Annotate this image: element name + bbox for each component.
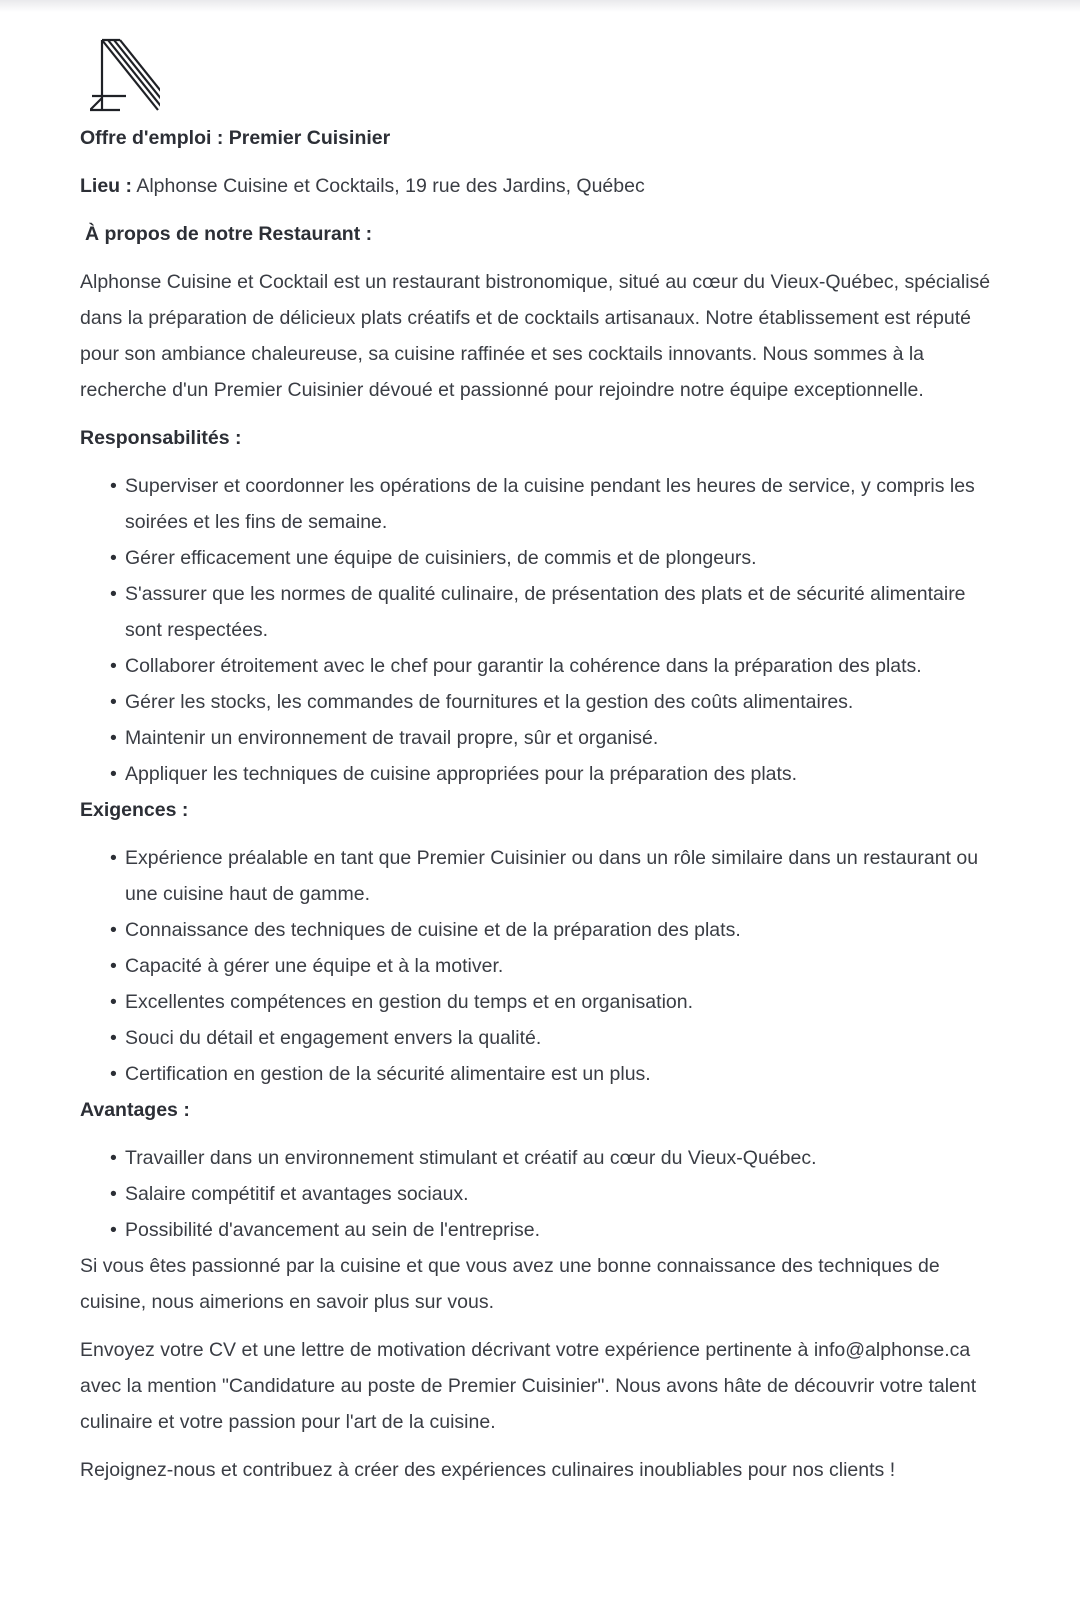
- location-value: Alphonse Cuisine et Cocktails, 19 rue des Jardins, Québec: [132, 175, 645, 197]
- list-item: • Maintenir un environnement de travail propre, sûr et organisé.: [80, 720, 1005, 756]
- job-title: Offre d'emploi : Premier Cuisinier: [80, 127, 391, 149]
- list-item: • Capacité à gérer une équipe et à la motiver.: [80, 948, 1005, 984]
- responsibilities-heading: Responsabilités :: [80, 427, 242, 449]
- list-item: • Connaissance des techniques de cuisine et de la préparation des plats.: [80, 912, 1005, 948]
- about-heading: À propos de notre Restaurant :: [85, 223, 373, 245]
- about-paragraph: Alphonse Cuisine et Cocktail est un restaurant bistronomique, situé au cœur du Vieux-Québec, spécialisé dans la préparation de délicieux plats créatifs et de cocktails artisanaux. Notre établissement est réputé pour son ambiance chaleureuse, sa cuisine raffinée et ses cocktails innovants. Nous sommes à la recherche d'un Premier Cuisinier dévoué et passionné pour rejoindre notre équipe exceptionnelle.: [80, 271, 991, 401]
- list-item: • Certification en gestion de la sécurité alimentaire est un plus.: [80, 1056, 1005, 1092]
- list-item: • Appliquer les techniques de cuisine appropriées pour la préparation des plats.: [80, 756, 1005, 792]
- benefits-heading: Avantages :: [80, 1099, 190, 1121]
- list-item: • Gérer les stocks, les commandes de fournitures et la gestion des coûts alimentaires.: [80, 684, 1005, 720]
- location-label: Lieu :: [80, 175, 132, 197]
- posting-content: [80, 120, 1005, 1488]
- closing-paragraph-3: Rejoignez-nous et contribuez à créer des expériences culinaires inoubliables pour nos clients !: [80, 1459, 896, 1481]
- list-item: • Gérer efficacement une équipe de cuisiniers, de commis et de plongeurs.: [80, 540, 1005, 576]
- list-item: • Souci du détail et engagement envers la qualité.: [80, 1020, 1005, 1056]
- closing-paragraph-1: Si vous êtes passionné par la cuisine et que vous avez une bonne connaissance des techniques de cuisine, nous aimerions en savoir plus sur vous.: [80, 1255, 940, 1313]
- list-item: • Excellentes compétences en gestion du temps et en organisation.: [80, 984, 1005, 1020]
- stylized-a-logo: [90, 38, 160, 112]
- location-line: [80, 168, 1005, 204]
- list-item: • Expérience préalable en tant que Premier Cuisinier ou dans un rôle similaire dans un restaurant ou une cuisine haut de gamme.: [80, 840, 1005, 912]
- list-item: • Superviser et coordonner les opérations de la cuisine pendant les heures de service, y compris les soirées et les fins de semaine.: [80, 468, 1005, 540]
- closing-paragraph-2: Envoyez votre CV et une lettre de motivation décrivant votre expérience pertinente à info@alphonse.ca avec la mention "Candidature au poste de Premier Cuisinier". Nous avons hâte de découvrir votre talent culinaire et votre passion pour l'art de la cuisine.: [80, 1339, 977, 1433]
- responsibilities-list: [80, 468, 1005, 792]
- benefits-list: [80, 1140, 1005, 1248]
- list-item: • Possibilité d'avancement au sein de l'entreprise.: [80, 1212, 1005, 1248]
- list-item: • Travailler dans un environnement stimulant et créatif au cœur du Vieux-Québec.: [80, 1140, 1005, 1176]
- requirements-list: [80, 840, 1005, 1092]
- list-item: • Salaire compétitif et avantages sociaux.: [80, 1176, 1005, 1212]
- list-item: • Collaborer étroitement avec le chef pour garantir la cohérence dans la préparation des plats.: [80, 648, 1005, 684]
- list-item: • S'assurer que les normes de qualité culinaire, de présentation des plats et de sécurité alimentaire sont respectées.: [80, 576, 1005, 648]
- requirements-heading: Exigences :: [80, 799, 189, 821]
